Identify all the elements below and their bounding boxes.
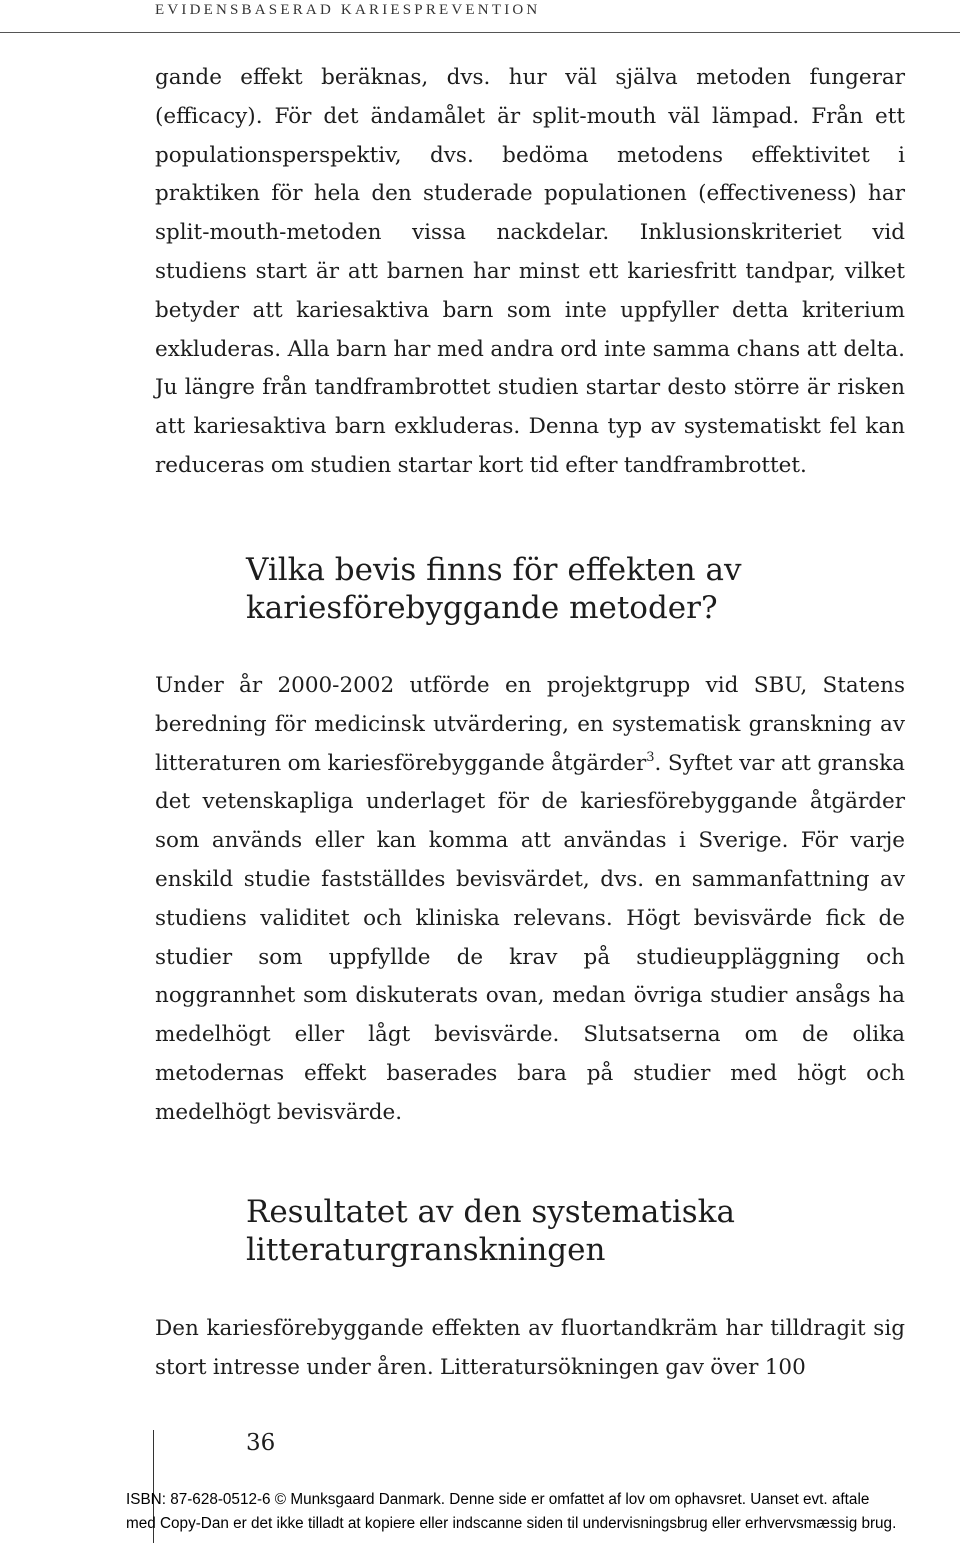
running-header: EVIDENSBASERAD KARIESPREVENTION xyxy=(155,2,541,18)
page-number: 36 xyxy=(246,1430,276,1456)
body-paragraph-2-start: Under år 2000-2002 utförde en projektgrupp vid SBU, Statens beredning för medicinsk utvärdering, en systematisk granskning av litteraturen om kariesförebyggande åtgärder xyxy=(155,673,905,776)
header-rule xyxy=(0,32,960,33)
body-paragraph-3: Den kariesförebyggande effekten av fluortandkräm har tilldragit sig stort intresse under åren. Litteratursökningen gav över 100 xyxy=(155,1316,905,1380)
copyright-footer xyxy=(126,1488,946,1536)
footer-line-1: ISBN: 87-628-0512-6 © Munksgaard Danmark. Denne side er omfattet af lov om ophavsret. Uanset evt. aftale xyxy=(126,1491,870,1508)
body-paragraph-2 xyxy=(155,667,905,1133)
body-paragraph-1: gande effekt beräknas, dvs. hur väl själva metoden fungerar (efficacy). För det ändamålet är split-mouth väl lämpad. Från ett populationsperspektiv, dvs. bedöma metodens effektivitet i praktiken för hela den studerade populationen (effectiveness) har split-mouth-metoden vissa nackdelar. Inklusionskriteriet vid studiens start är att barnen har minst ett kariesfritt tandpar, vilket betyder att kariesaktiva barn som inte uppfyller detta kriterium exkluderas. Alla barn har med andra ord inte samma chans att delta. Ju längre från tandframbrottet studien startar desto större är risken att kariesaktiva barn exkluderas. Denna typ av systematiskt fel kan reduceras om studien startar kort tid efter tandframbrottet. xyxy=(155,65,905,478)
footer-line-2: med Copy-Dan er det ikke tilladt at kopiere eller indscanne siden til undervisningsbrug eller erhvervsmæssig brug. xyxy=(126,1515,897,1532)
section-heading-2: Resultatet av den systematiska litteraturgranskningen xyxy=(246,1194,735,1268)
section-heading-1: Vilka bevis finns för effekten av kariesförebyggande metoder? xyxy=(246,552,742,626)
body-paragraph-2-end: . Syftet var att granska det vetenskapliga underlaget för de kariesförebyggande åtgärder som används eller kan komma att användas i Sverige. För varje enskild studie fastställdes bevisvärdet, dvs. en sammanfattning av studiens validitet och kliniska relevans. Högt bevisvärde fick de studier som uppfyllde de krav på studieuppläggning och noggrannhet som diskuterats ovan, medan övriga studier ansågs ha medelhögt eller lågt bevisvärde. Slutsatserna om de olika metodernas effekt baserades bara på studier med högt och medelhögt bevisvärde. xyxy=(155,750,905,1125)
footnote-reference: 3 xyxy=(646,749,655,765)
